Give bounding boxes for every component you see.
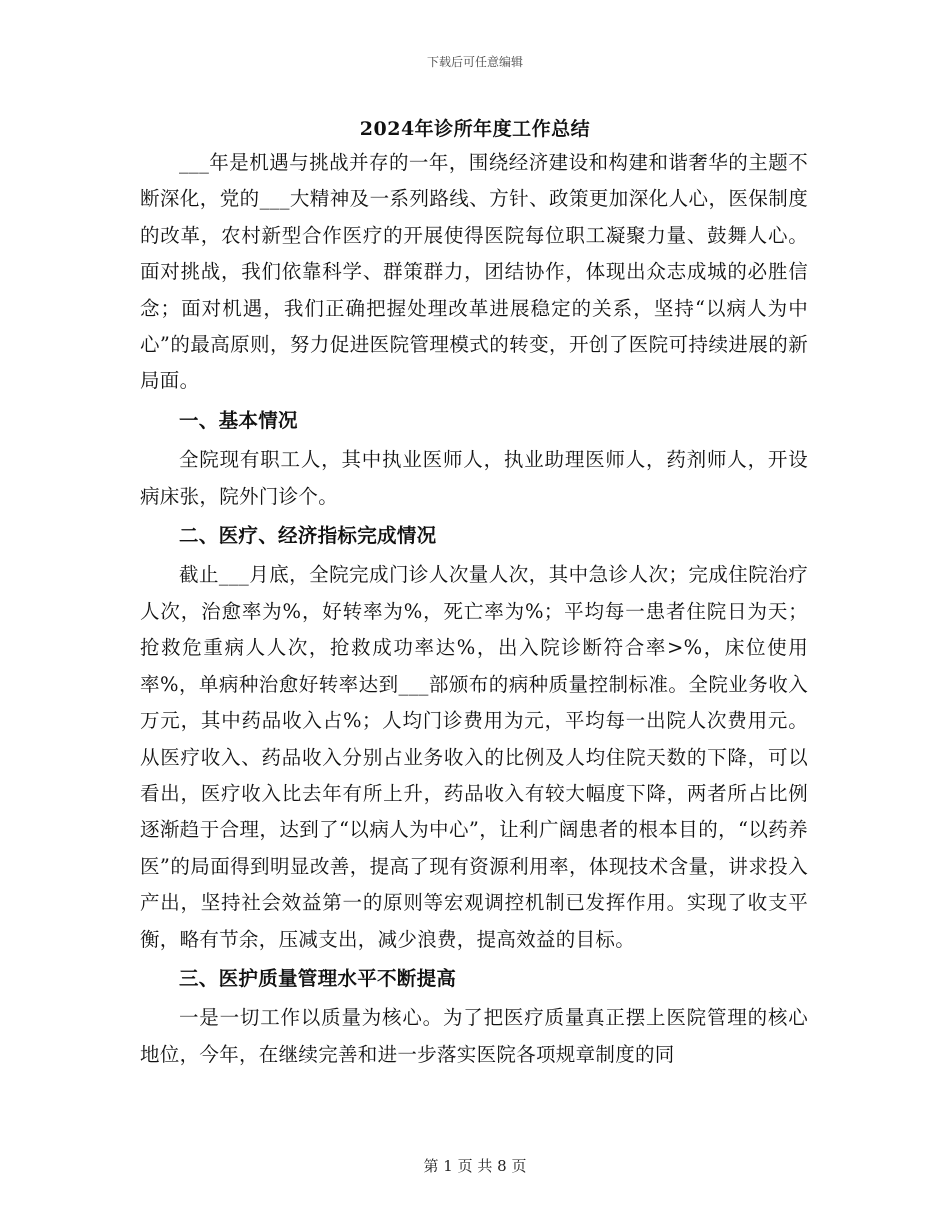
- page-header-note: 下载后可任意编辑: [426, 55, 523, 69]
- intro-paragraph: ___年是机遇与挑战并存的一年，围绕经济建设和构建和谐奢华的主题不断深化，党的___大精神及一系列路线、方针、政策更加深化人心，医保制度的改革，农村新型合作医疗的开展使得医院每位职工凝聚力量、鼓舞人心。面对挑战，我们依靠科学、群策群力，团结协作，体现出众志成城的必胜信念；面对机遇，我们正确把握处理改革进展稳定的关系，坚持“以病人为中心”的最高原则，努力促进医院管理模式的转变，开创了医院可持续进展的新局面。: [140, 151, 808, 393]
- basic-situation-paragraph: 全院现有职工人，其中执业医师人，执业助理医师人，药剂师人，开设病床张，院外门诊个。: [140, 448, 808, 508]
- document-title: 2024年诊所年度工作总结: [359, 118, 591, 140]
- page-number: 第 1 页 共 8 页: [423, 1157, 527, 1175]
- indicators-paragraph: 截止___月底，全院完成门诊人次量人次，其中急诊人次；完成住院治疗人次，治愈率为%，好转率为%，死亡率为%；平均每一患者住院日为天；抢救危重病人人次，抢救成功率达%，出入院诊断符合率>%，床位使用率%，单病种治愈好转率达到___部颁布的病种质量控制标准。全院业务收入万元，其中药品收入占%；人均门诊费用为元，平均每一出院人次费用元。从医疗收入、药品收入分别占业务收入的比例及人均住院天数的下降，可以看出，医疗收入比去年有所上升，药品收入有较大幅度下降，两者所占比例逐渐趋于合理，达到了“以病人为中心”，让利广阔患者的根本目的，“以药养医”的局面得到明显改善，提高了现有资源利用率，体现技术含量，讲求投入产出，坚持社会效益第一的原则等宏观调控机制已发挥作用。实现了收支平衡，略有节余，压减支出，减少浪费，提高效益的目标。: [140, 563, 808, 951]
- quality-paragraph: 一是一切工作以质量为核心。为了把医疗质量真正摆上医院管理的核心地位，今年，在继续完善和进一步落实医院各项规章制度的同: [140, 1006, 808, 1066]
- document-body: [140, 145, 808, 1073]
- section-heading-indicators: 二、医疗、经济指标完成情况: [179, 524, 437, 548]
- section-heading-basic-situation: 一、基本情况: [179, 408, 298, 432]
- section-heading-quality: 三、医护质量管理水平不断提高: [179, 966, 457, 990]
